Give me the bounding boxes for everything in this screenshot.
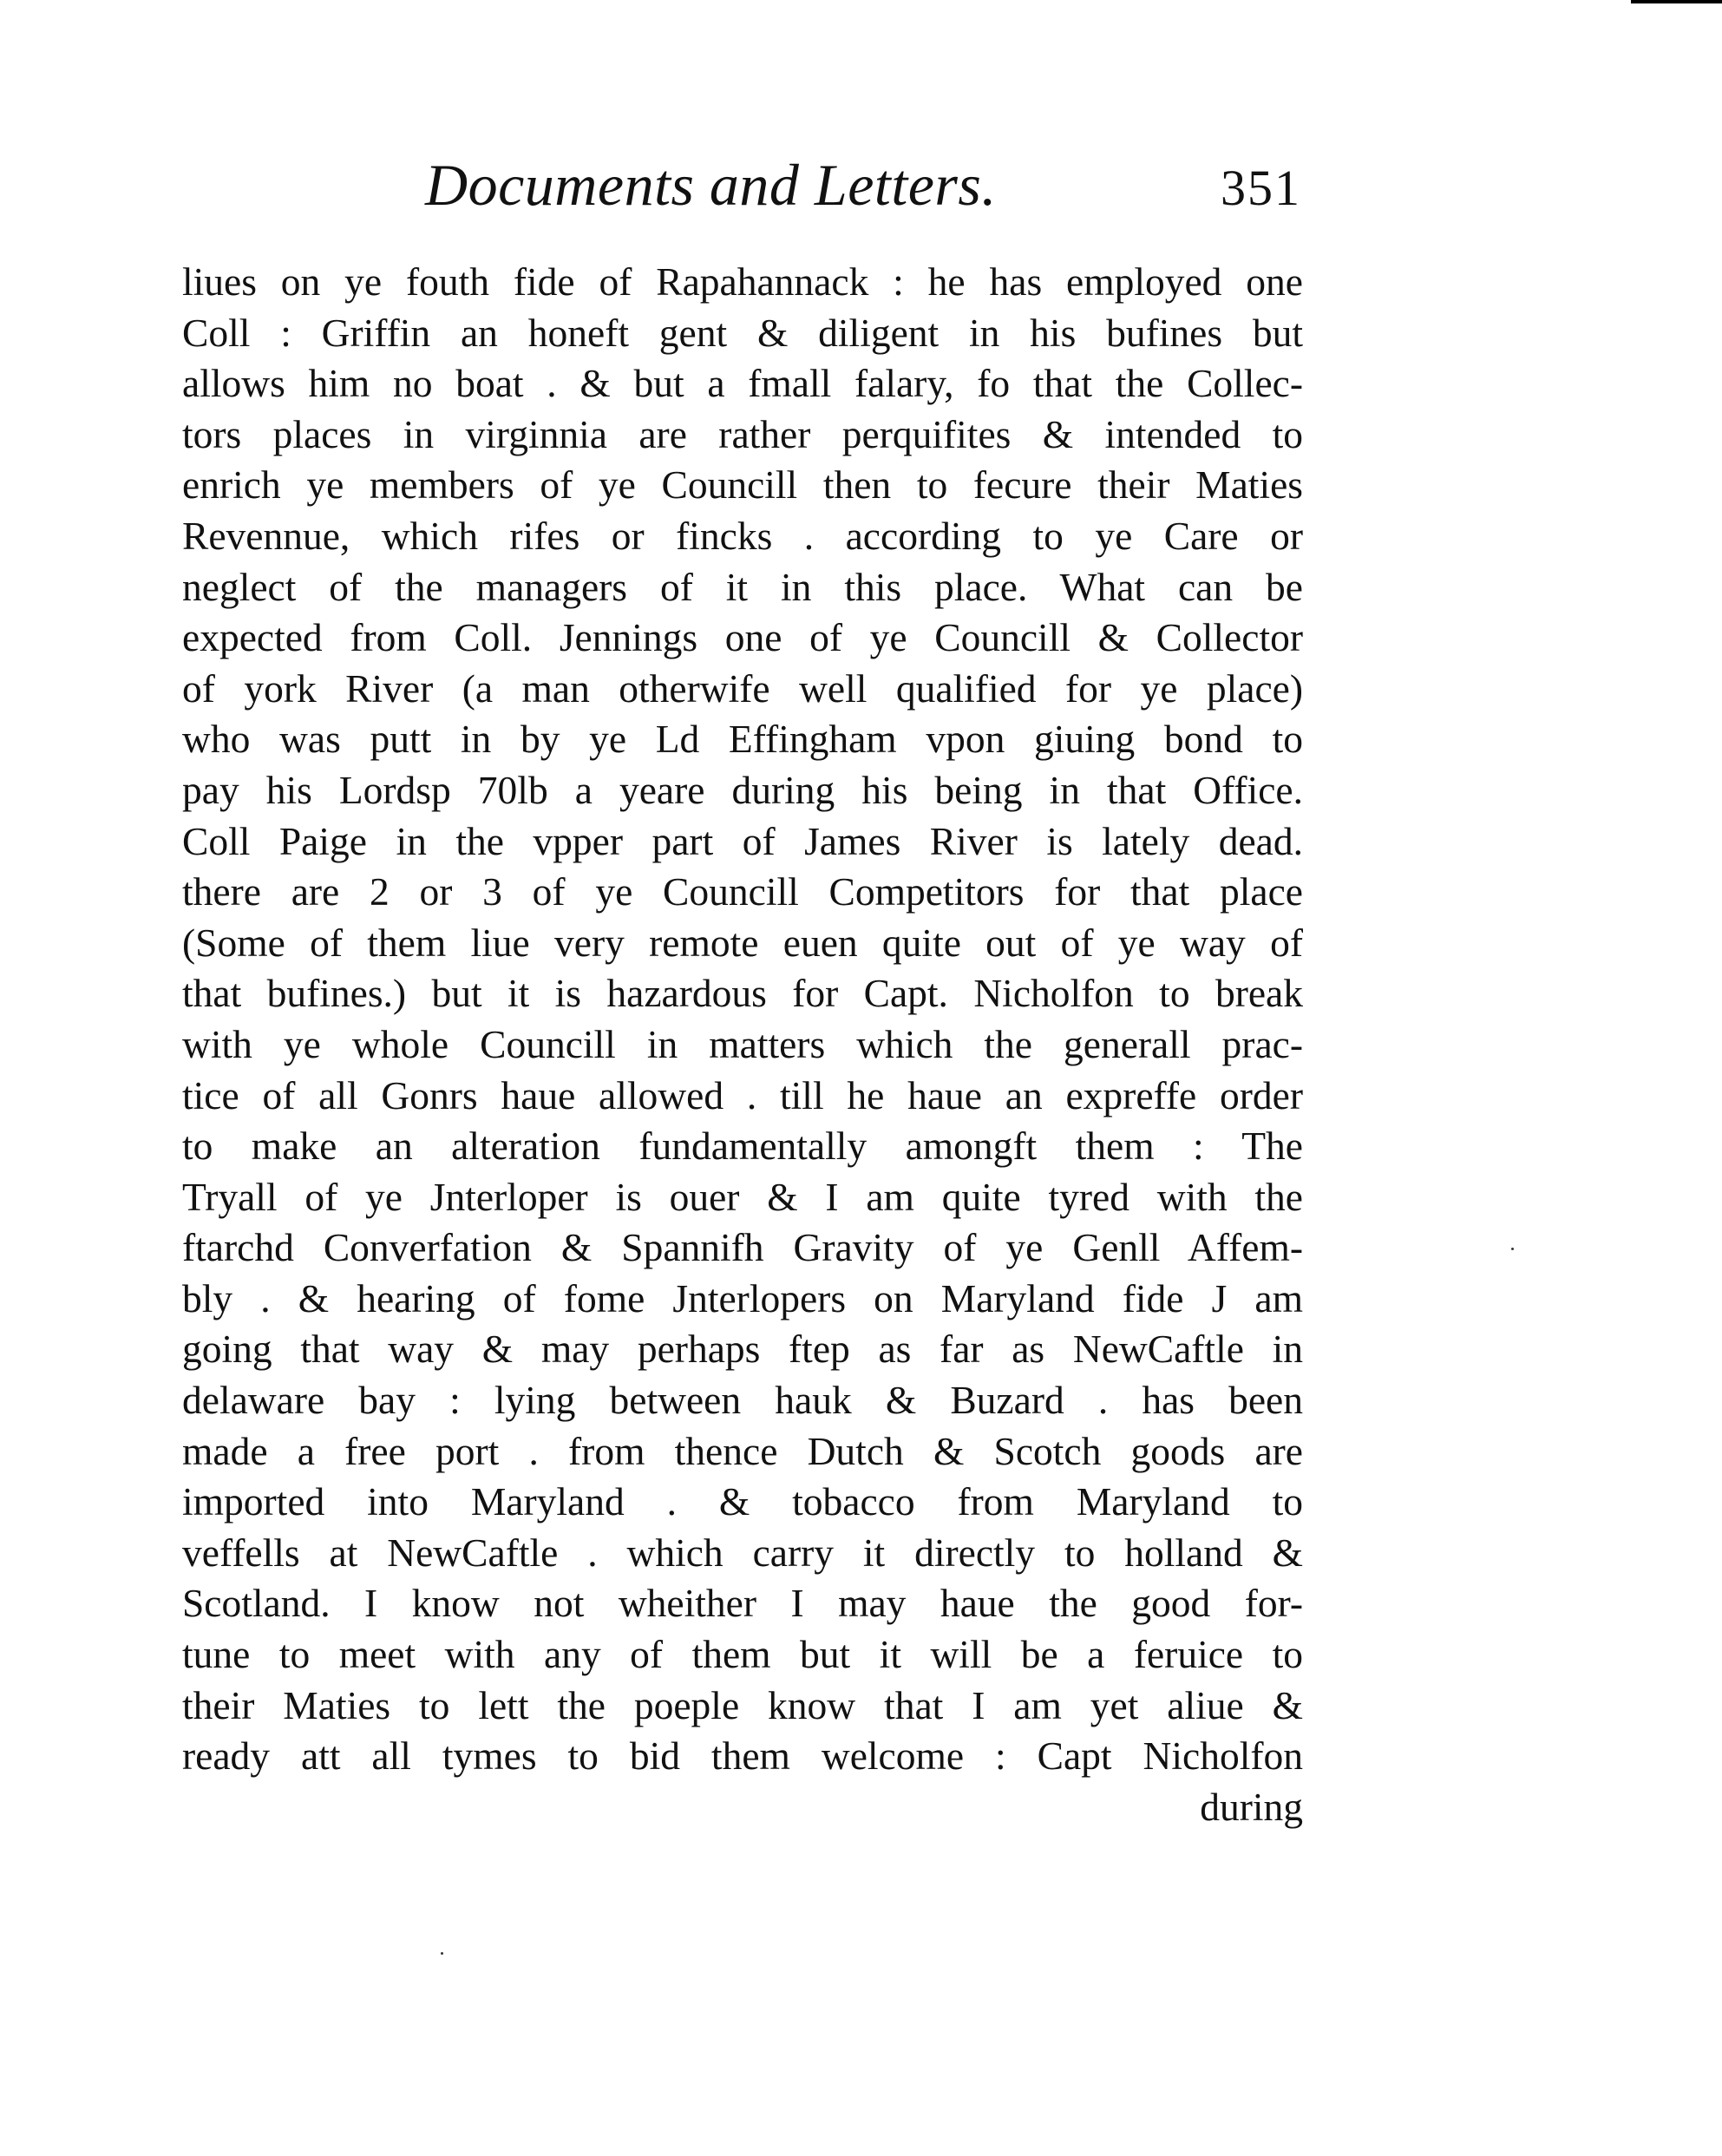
text-line: delaware bay : lying between hauk & Buzard . has been — [182, 1378, 1303, 1423]
text-line: pay his Lordsp 70lb a yeare during his being in that Office. — [182, 767, 1303, 812]
text-line: enrich ye members of ye Councill then to fecure their Maties — [182, 462, 1303, 508]
text-line: tors places in virginnia are rather perquifites & intended to — [182, 411, 1303, 456]
page-edge-mark — [1631, 0, 1722, 3]
text-line: neglect of the managers of it in this place. What can be — [182, 564, 1303, 609]
text-line: of york River (a man otherwife well qualified for ye place) — [182, 665, 1303, 711]
text-line: ftarchd Converfation & Spannifh Gravity of ye Genll Affem- — [182, 1225, 1303, 1270]
text-line: (Some of them liue very remote euen quite out of ye way of — [182, 920, 1303, 965]
text-line: veffells at NewCaftle . which carry it directly to holland & — [182, 1530, 1303, 1575]
text-line: tune to meet with any of them but it will be a feruice to — [182, 1632, 1303, 1677]
catchword: during — [1200, 1784, 1303, 1829]
text-line: bly . & hearing of fome Jnterlopers on Maryland fide J am — [182, 1275, 1303, 1320]
scan-speck — [441, 1952, 443, 1955]
text-line: liues on ye fouth fide of Rapahannack : he has employed one — [182, 259, 1303, 304]
text-line: with ye whole Councill in matters which the generall prac- — [182, 1021, 1303, 1066]
text-line: made a free port . from thence Dutch & Scotch goods are — [182, 1428, 1303, 1473]
text-line: who was putt in by ye Ld Effingham vpon giuing bond to — [182, 717, 1303, 762]
running-title: Documents and Letters. — [425, 152, 997, 218]
text-line: Scotland. I know not wheither I may haue the good for- — [182, 1581, 1303, 1626]
page-number: 351 — [1221, 160, 1301, 216]
text-line: Coll : Griffin an honeft gent & diligent in his bufines but — [182, 310, 1303, 355]
text-line: that bufines.) but it is hazardous for Capt. Nicholfon to break — [182, 971, 1303, 1016]
running-head — [182, 146, 1301, 224]
text-line: there are 2 or 3 of ye Councill Competitors for that place — [182, 869, 1303, 914]
text-line: Coll Paige in the vpper part of James River is lately dead. — [182, 818, 1303, 863]
text-line: ready att all tymes to bid them welcome : Capt Nicholfon — [182, 1733, 1303, 1779]
text-line: to make an alteration fundamentally amongft them : The — [182, 1124, 1303, 1169]
text-line: tice of all Gonrs haue allowed . till he haue an expreffe order — [182, 1072, 1303, 1117]
text-line: allows him no boat . & but a fmall falary, fo that the Collec- — [182, 361, 1303, 406]
text-line: going that way & may perhaps ftep as far as NewCaftle in — [182, 1327, 1303, 1372]
scan-speck — [1511, 1248, 1514, 1250]
text-line: expected from Coll. Jennings one of ye Councill & Collector — [182, 615, 1303, 660]
body-text — [182, 257, 1303, 1832]
text-line: their Maties to lett the poeple know that I am yet aliue & — [182, 1682, 1303, 1727]
text-line: Tryall of ye Jnterloper is ouer & I am quite tyred with the — [182, 1174, 1303, 1219]
text-line: Revennue, which rifes or fincks . according to ye Care or — [182, 513, 1303, 558]
text-line: imported into Maryland . & tobacco from Maryland to — [182, 1479, 1303, 1524]
